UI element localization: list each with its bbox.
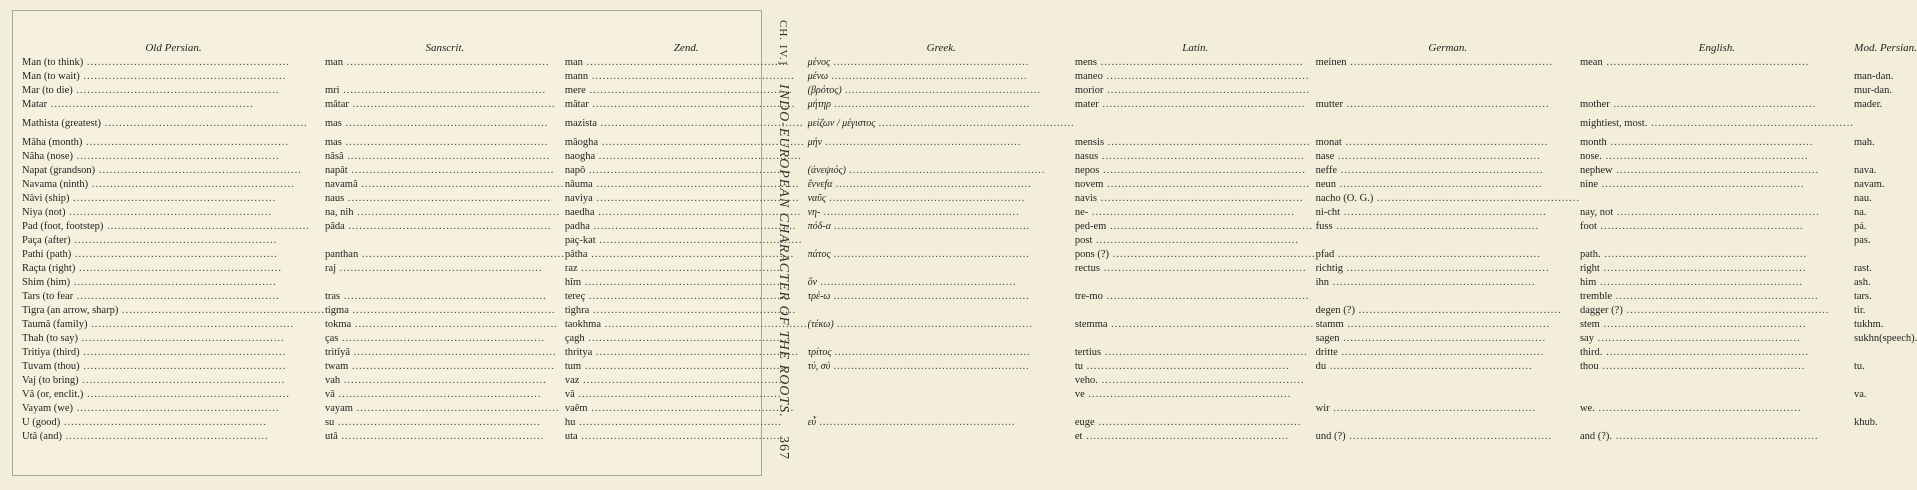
table-cell: naviya .....	[565, 192, 808, 206]
table-cell: Paça (after) .....	[22, 234, 325, 248]
table-cell: pas.	[1853, 235, 1871, 246]
table-cell	[1075, 276, 1316, 290]
table-cell: mean .....	[1580, 56, 1854, 70]
table-cell: novem .....	[1075, 178, 1316, 192]
table-cell: ped-em .....	[1075, 220, 1316, 234]
table-cell: pfad .....	[1316, 248, 1580, 262]
table-cell: ve .....	[1075, 388, 1316, 402]
table-cell: va.	[1853, 389, 1867, 400]
table-cell: man .....	[565, 56, 808, 70]
table-cell: nacho (O. G.) .....	[1316, 192, 1580, 206]
table-cell: su .....	[325, 416, 565, 430]
table-cell	[1854, 150, 1917, 164]
table-cell: hîm .....	[565, 276, 808, 290]
table-cell: dagger (?) .....	[1580, 304, 1854, 318]
table-cell	[808, 402, 1075, 416]
table-cell: nau.	[1853, 193, 1872, 204]
table-cell: tighra .....	[565, 304, 808, 318]
table-cell	[1580, 234, 1854, 248]
table-cell: vaz .....	[565, 374, 808, 388]
table-cell: tritîyâ .....	[325, 346, 565, 360]
table-cell: tars.	[1853, 291, 1872, 302]
table-cell	[1854, 248, 1917, 262]
table-cell: rectus .....	[1075, 262, 1316, 276]
table-cell	[1854, 402, 1917, 416]
table-cell: Nâvi (ship) .....	[22, 192, 325, 206]
table-cell: veho. .....	[1075, 374, 1316, 388]
table-row	[22, 262, 1917, 276]
table-cell: padha .....	[565, 220, 808, 234]
table-row	[22, 98, 1917, 112]
table-cell: stemma .....	[1075, 318, 1316, 332]
table-cell: U (good) .....	[22, 416, 325, 430]
table-cell	[808, 262, 1075, 276]
table-cell: τρίτος .....	[808, 346, 1075, 360]
table-cell: degen (?) .....	[1316, 304, 1580, 318]
table-cell: raj .....	[325, 262, 565, 276]
table-row	[22, 112, 1917, 136]
table-cell	[325, 234, 565, 248]
table-cell	[1316, 112, 1580, 136]
table-row	[22, 276, 1917, 290]
column-header: Zend.	[673, 42, 699, 54]
table-cell: Thah (to say) .....	[22, 332, 325, 346]
table-cell: utâ .....	[325, 430, 565, 444]
column-header: English.	[1698, 42, 1736, 54]
table-cell: month .....	[1580, 136, 1854, 150]
table-cell: thou .....	[1580, 360, 1854, 374]
table-cell: say .....	[1580, 332, 1854, 346]
table-cell: nay, not .....	[1580, 206, 1854, 220]
column-header: Latin.	[1182, 42, 1209, 54]
column-header: Greek.	[926, 42, 956, 54]
table-cell: we. .....	[1580, 402, 1854, 416]
table-cell: tigma .....	[325, 304, 565, 318]
table-cell: mâtar .....	[565, 98, 808, 112]
table-cell	[1075, 332, 1316, 346]
table-cell: Napat (grandson) .....	[22, 164, 325, 178]
table-cell: taokhma .....	[565, 318, 808, 332]
table-row	[22, 70, 1917, 84]
table-row	[22, 402, 1917, 416]
table-row	[22, 374, 1917, 388]
table-cell	[325, 70, 565, 84]
table-cell: and (?). .....	[1580, 430, 1854, 444]
table-cell: Man (to wait) .....	[22, 70, 325, 84]
table-cell: tir.	[1853, 305, 1866, 316]
table-cell: Mathista (greatest) .....	[22, 112, 325, 136]
table-cell: μένος .....	[808, 56, 1075, 70]
table-row	[22, 304, 1917, 318]
table-cell: mas .....	[325, 112, 565, 136]
table-cell: rast.	[1853, 263, 1872, 274]
table-cell: vah .....	[325, 374, 565, 388]
table-cell: Mar (to die) .....	[22, 84, 325, 98]
table-cell	[1580, 388, 1854, 402]
table-row	[22, 136, 1917, 150]
table-cell: Taumâ (family) .....	[22, 318, 325, 332]
table-cell: nepos .....	[1075, 164, 1316, 178]
table-cell: μείζων / μέγιστος .....	[808, 112, 1075, 136]
table-cell: μήν .....	[808, 136, 1075, 150]
table-row	[22, 84, 1917, 98]
table-cell	[808, 388, 1075, 402]
table-cell: μήτηρ .....	[808, 98, 1075, 112]
table-cell	[1854, 374, 1917, 388]
table-cell: mâtar .....	[325, 98, 565, 112]
table-row	[22, 346, 1917, 360]
table-cell: stem .....	[1580, 318, 1854, 332]
table-cell: nephew .....	[1580, 164, 1854, 178]
table-cell: τύ, σύ .....	[808, 360, 1075, 374]
table-cell: wir .....	[1316, 402, 1580, 416]
table-cell: mri .....	[325, 84, 565, 98]
table-cell: du .....	[1316, 360, 1580, 374]
table-cell: mader.	[1853, 99, 1883, 110]
table-cell: ças .....	[325, 332, 565, 346]
table-cell: naogha .....	[565, 150, 808, 164]
table-row	[22, 234, 1917, 248]
table-cell: nine .....	[1580, 178, 1854, 192]
table-cell: nasus .....	[1075, 150, 1316, 164]
table-cell: pons (?) .....	[1075, 248, 1316, 262]
table-cell: und (?) .....	[1316, 430, 1580, 444]
table-cell	[1580, 192, 1854, 206]
table-cell	[1316, 234, 1580, 248]
table-cell: uta .....	[565, 430, 808, 444]
table-row	[22, 290, 1917, 304]
table-cell: et .....	[1075, 430, 1316, 444]
table-row	[22, 332, 1917, 346]
table-cell: tereç .....	[565, 290, 808, 304]
table-cell: nava.	[1853, 165, 1877, 176]
table-row	[22, 360, 1917, 374]
table-cell	[1316, 70, 1580, 84]
table-cell: Tigra (an arrow, sharp) .....	[22, 304, 325, 318]
table-cell: Utâ (and) .....	[22, 430, 325, 444]
table-cell	[1580, 416, 1854, 430]
table-cell: pâtha .....	[565, 248, 808, 262]
table-row	[22, 178, 1917, 192]
page-number: 367	[776, 436, 791, 460]
column-header: Mod. Persian.	[1854, 42, 1917, 54]
table-cell: tre-mo .....	[1075, 290, 1316, 304]
table-cell: mater .....	[1075, 98, 1316, 112]
etymology-table	[22, 40, 1917, 444]
table-cell	[808, 234, 1075, 248]
table-cell: monat .....	[1316, 136, 1580, 150]
table-cell: navis .....	[1075, 192, 1316, 206]
table-cell	[1854, 56, 1917, 70]
table-cell: mah.	[1853, 137, 1875, 148]
table-cell: right .....	[1580, 262, 1854, 276]
table-cell: mann .....	[565, 70, 808, 84]
table-cell: mere .....	[565, 84, 808, 98]
table-cell: meinen .....	[1316, 56, 1580, 70]
table-row	[22, 164, 1917, 178]
table-cell	[1316, 84, 1580, 98]
table-cell: mother .....	[1580, 98, 1854, 112]
table-cell: Tuvam (thou) .....	[22, 360, 325, 374]
column-header: Sanscrit.	[425, 42, 465, 54]
table-cell: vayam .....	[325, 402, 565, 416]
table-cell: sagen .....	[1316, 332, 1580, 346]
table-cell: sukhn(speech).	[1853, 333, 1917, 344]
table-cell: Tritiya (third) .....	[22, 346, 325, 360]
table-row	[22, 248, 1917, 262]
table-cell: Nâha (nose) .....	[22, 150, 325, 164]
table-cell	[1580, 84, 1854, 98]
table-cell: man-dan.	[1853, 71, 1894, 82]
table-cell: Matar .....	[22, 98, 325, 112]
table-cell: navamâ .....	[325, 178, 565, 192]
table-cell: Mâha (month) .....	[22, 136, 325, 150]
table-cell	[808, 304, 1075, 318]
table-cell: paç-kat .....	[565, 234, 808, 248]
table-cell: tras .....	[325, 290, 565, 304]
table-cell: Pad (foot, footstep) .....	[22, 220, 325, 234]
table-cell: raz .....	[565, 262, 808, 276]
table-cell: Shim (him) .....	[22, 276, 325, 290]
table-cell: ihn .....	[1316, 276, 1580, 290]
table-row	[22, 150, 1917, 164]
table-row	[22, 220, 1917, 234]
table-cell: ὅν .....	[808, 276, 1075, 290]
table-cell	[1075, 402, 1316, 416]
table-cell: ne- .....	[1075, 206, 1316, 220]
table-cell: Man (to think) .....	[22, 56, 325, 70]
table-cell: euge .....	[1075, 416, 1316, 430]
table-cell: maneo .....	[1075, 70, 1316, 84]
running-title: INDO-EUROPEAN CHARACTER OF THE ROOTS.	[776, 83, 791, 418]
table-cell: μένω .....	[808, 70, 1075, 84]
table-cell	[1075, 304, 1316, 318]
table-cell: vâ .....	[565, 388, 808, 402]
table-cell: hu .....	[565, 416, 808, 430]
column-header: Old Persian.	[145, 42, 202, 54]
table-cell: (τέκω) .....	[808, 318, 1075, 332]
table-cell: navam.	[1853, 179, 1885, 190]
table-cell: εὖ .....	[808, 416, 1075, 430]
table-row	[22, 318, 1917, 332]
column-header: German.	[1428, 42, 1468, 54]
table-cell: çagh .....	[565, 332, 808, 346]
table-cell: napô .....	[565, 164, 808, 178]
table-cell: pá.	[1853, 221, 1867, 232]
table-cell	[1316, 416, 1580, 430]
table-cell: na, nih .....	[325, 206, 565, 220]
table-cell: pâda .....	[325, 220, 565, 234]
chapter-label: CH. IV.]	[777, 20, 789, 66]
table-cell: napât .....	[325, 164, 565, 178]
table-cell: tertius .....	[1075, 346, 1316, 360]
table-cell: him .....	[1580, 276, 1854, 290]
table-cell: tum .....	[565, 360, 808, 374]
table-cell	[1316, 374, 1580, 388]
table-cell: mightiest, most. .....	[1580, 112, 1854, 136]
table-cell: fuss .....	[1316, 220, 1580, 234]
table-cell: neun .....	[1316, 178, 1580, 192]
table-cell	[1075, 112, 1316, 136]
table-cell: (βρότος) .....	[808, 84, 1075, 98]
table-header-row	[22, 40, 1917, 56]
table-cell: naus .....	[325, 192, 565, 206]
table-cell: ναῦς .....	[808, 192, 1075, 206]
table-cell	[325, 276, 565, 290]
table-row	[22, 56, 1917, 70]
table-cell: tremble .....	[1580, 290, 1854, 304]
table-cell: tu .....	[1075, 360, 1316, 374]
table-cell: mas .....	[325, 136, 565, 150]
table-cell: path. .....	[1580, 248, 1854, 262]
table-cell: ἔννεfα .....	[808, 178, 1075, 192]
table-cell: vaêm .....	[565, 402, 808, 416]
table-cell: morior .....	[1075, 84, 1316, 98]
table-cell: third. .....	[1580, 346, 1854, 360]
table-cell: τρέ-ω .....	[808, 290, 1075, 304]
table-cell: nâuma .....	[565, 178, 808, 192]
table-cell: νη- .....	[808, 206, 1075, 220]
table-cell: Niya (not) .....	[22, 206, 325, 220]
table-cell: πάτος .....	[808, 248, 1075, 262]
table-cell: mur-dan.	[1853, 85, 1892, 96]
table-cell: richtig .....	[1316, 262, 1580, 276]
table-cell: Vayam (we) .....	[22, 402, 325, 416]
table-cell: tu.	[1853, 361, 1865, 372]
table-cell	[1316, 388, 1580, 402]
table-cell: thritya .....	[565, 346, 808, 360]
table-cell: dritte .....	[1316, 346, 1580, 360]
table-cell	[808, 374, 1075, 388]
table-cell	[1854, 112, 1917, 136]
table-cell: Navama (ninth) .....	[22, 178, 325, 192]
table-cell: tokma .....	[325, 318, 565, 332]
table-cell	[1316, 290, 1580, 304]
table-cell: nose. .....	[1580, 150, 1854, 164]
table-cell	[1854, 346, 1917, 360]
table-cell: πόδ-α .....	[808, 220, 1075, 234]
table-cell: vâ .....	[325, 388, 565, 402]
table-cell: Vâ (or, enclit.) .....	[22, 388, 325, 402]
table-row	[22, 430, 1917, 444]
table-cell: man .....	[325, 56, 565, 70]
table-cell: khub.	[1853, 417, 1878, 428]
table-cell: mâogha .....	[565, 136, 808, 150]
table-row	[22, 388, 1917, 402]
table-cell: mens .....	[1075, 56, 1316, 70]
table-cell: ash.	[1853, 277, 1871, 288]
table-cell: na.	[1853, 207, 1867, 218]
table-cell: neffe .....	[1316, 164, 1580, 178]
table-cell: nâsâ .....	[325, 150, 565, 164]
table-body	[22, 56, 1917, 444]
table-cell: mazista .....	[565, 112, 808, 136]
table-cell: tukhm.	[1853, 319, 1884, 330]
table-cell	[808, 332, 1075, 346]
table-cell: mutter .....	[1316, 98, 1580, 112]
table-cell: nase .....	[1316, 150, 1580, 164]
table-row	[22, 416, 1917, 430]
table-cell: twam .....	[325, 360, 565, 374]
table-cell: Tars (to fear .....	[22, 290, 325, 304]
table-row	[22, 206, 1917, 220]
table-cell	[808, 430, 1075, 444]
table-cell: ni-cht .....	[1316, 206, 1580, 220]
table-cell: mensis .....	[1075, 136, 1316, 150]
table-cell: panthan .....	[325, 248, 565, 262]
table-cell: stamm .....	[1316, 318, 1580, 332]
table-cell	[808, 150, 1075, 164]
table-cell: Pathi (path) .....	[22, 248, 325, 262]
table-cell	[1580, 70, 1854, 84]
table-cell: post .....	[1075, 234, 1316, 248]
table-cell: (ἀνεψιός) .....	[808, 164, 1075, 178]
table-cell	[1580, 374, 1854, 388]
table-cell: naedha .....	[565, 206, 808, 220]
table-cell: Vaj (to bring) .....	[22, 374, 325, 388]
table-cell: foot .....	[1580, 220, 1854, 234]
table-cell: Raçta (right) .....	[22, 262, 325, 276]
table-row	[22, 192, 1917, 206]
table-cell	[1854, 430, 1917, 444]
